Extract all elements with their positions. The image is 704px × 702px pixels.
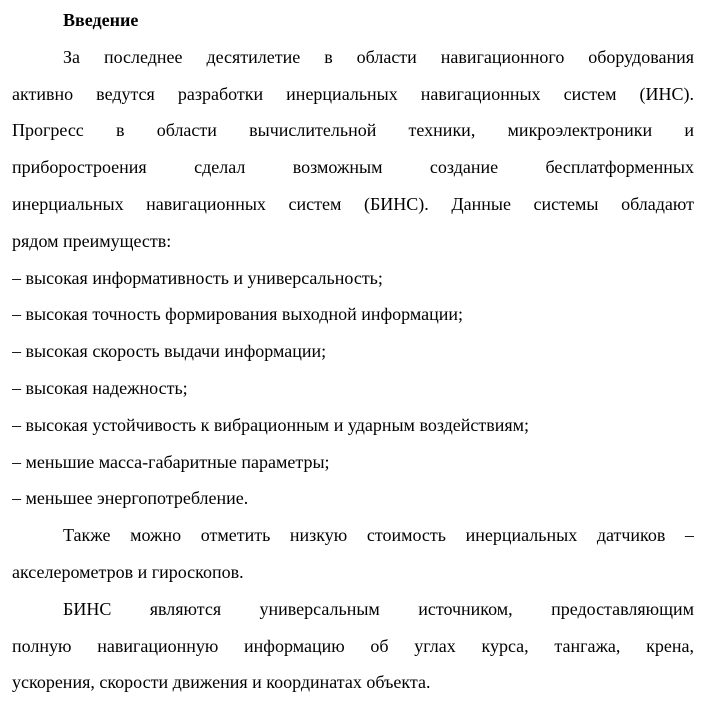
text-line: Также можно отметить низкую стоимость инерциальных датчиков – bbox=[63, 525, 694, 546]
text-line: инерциальных навигационных систем (БИНС). Данные системы обладают bbox=[12, 193, 694, 214]
text-line: полную навигационную информацию об углах курса, тангажа, крена, bbox=[12, 635, 694, 656]
list-item: – меньшее энергопотребление. bbox=[12, 488, 249, 509]
text-line: активно ведутся разработки инерциальных навигационных систем (ИНС). bbox=[12, 83, 694, 104]
list-item: – высокая информативность и универсальность; bbox=[12, 267, 383, 288]
text-line: БИНС являются универсальным источником, предоставляющим bbox=[63, 598, 694, 619]
list-item: – высокая скорость выдачи информации; bbox=[12, 341, 327, 362]
text-line: ускорения, скорости движения и координатах объекта. bbox=[12, 672, 431, 693]
list-item: – высокая надежность; bbox=[12, 377, 188, 398]
section-title: Введение bbox=[63, 10, 139, 30]
text-line: акселерометров и гироскопов. bbox=[12, 561, 244, 582]
text-line: Прогресс в области вычислительной техники, микроэлектроники и bbox=[12, 120, 694, 141]
text-line: рядом преимуществ: bbox=[12, 230, 172, 251]
list-item: – высокая точность формирования выходной информации; bbox=[12, 304, 464, 325]
text-line: приборостроения сделал возможным создание бесплатформенных bbox=[12, 157, 694, 178]
text-line: За последнее десятилетие в области навигационного оборудования bbox=[63, 46, 694, 67]
list-item: – меньшие масса-габаритные параметры; bbox=[12, 451, 330, 472]
list-item: – высокая устойчивость к вибрационным и ударным воздействиям; bbox=[12, 414, 530, 435]
